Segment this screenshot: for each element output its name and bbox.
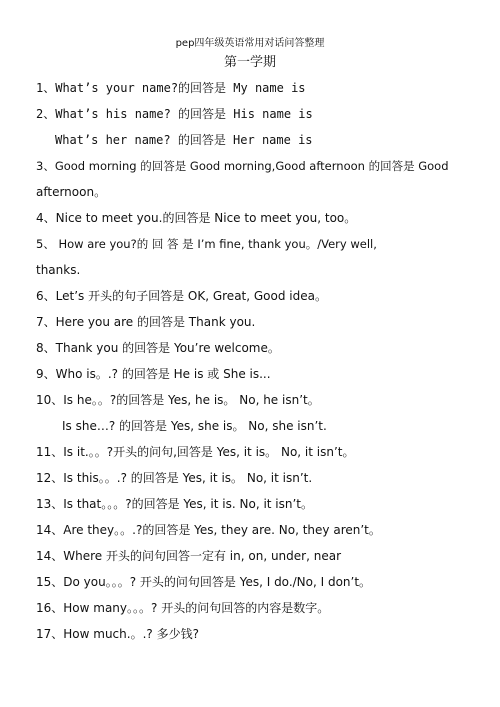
qa-line-10b: Is she…? 的回答是 Yes, she is。 No, she isn’t. [62,419,327,433]
qa-line-1: 1、What’s your name?的回答是 My name is [36,81,306,95]
qa-line-10: 10、Is he。。?的回答是 Yes, he is。 No, he isn’t。 [36,393,320,407]
qa-line-3-cont: afternoon。 [36,185,107,199]
qa-line-2: 2、What’s his name? 的回答是 His name is [36,107,313,121]
qa-line-17: 17、How much.。.? 多少钱? [36,627,199,641]
qa-line-2b: What’s her name? 的回答是 Her name is [55,133,313,147]
qa-line-6: 6、Let’s 开头的句子回答是 OK, Great, Good idea。 [36,289,327,303]
qa-line-14: 14、Are they。。.?的回答是 Yes, they are. No, they aren’t。 [36,523,381,537]
qa-line-7: 7、Here you are 的回答是 Thank you. [36,315,256,329]
qa-line-4: 4、Nice to meet you.的回答是 Nice to meet you, too。 [36,211,357,225]
qa-line-5-cont: thanks. [36,263,81,277]
qa-line-5: 5、 How are you?的 回 答 是 I’m fine, thank you。/Very well, [36,237,377,251]
qa-line-9: 9、Who is。.? 的回答是 He is 或 She is... [36,367,271,381]
qa-line-13: 13、Is that。。。?的回答是 Yes, it is. No, it isn’t。 [36,497,314,511]
qa-line-15: 15、Do you。。。? 开头的问句回答是 Yes, I do./No, I don’t。 [36,575,372,589]
qa-line-8: 8、Thank you 的回答是 You’re welcome。 [36,341,280,355]
section-title: 第一学期 [223,55,276,70]
qa-line-16: 16、How many。。。? 开头的问句回答的内容是数字。 [36,601,330,615]
qa-line-14b: 14、Where 开头的问句回答一定有 in, on, under, near [36,549,341,563]
qa-line-3: 3、Good morning 的回答是 Good morning,Good afternoon 的回答是 Good [36,159,449,173]
qa-line-12: 12、Is this。。.? 的回答是 Yes, it is。 No, it isn’t. [36,471,313,485]
qa-line-11: 11、Is it.。。?开头的问句,回答是 Yes, it is。 No, it isn’t。 [36,445,355,459]
document-title: pep四年级英语常用对话问答整理 [175,38,325,49]
